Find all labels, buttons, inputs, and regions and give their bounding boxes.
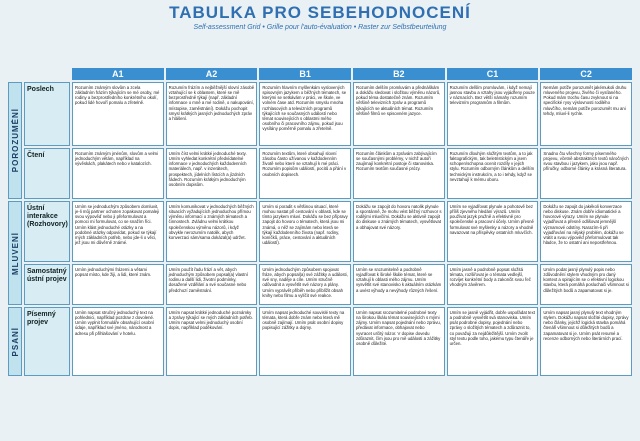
descriptor-cell: Rozumím delším promluvám a přednáškám a dokážu sledovat i složitou výměnu názorů, pokud téma dostatečně znám. Rozumím většině televizních zpráv a programů týkajících se aktuálních témat. Rozumím většině filmů ve spisovném jazyce. xyxy=(353,82,445,146)
assessment-grid xyxy=(8,68,632,438)
grid-corner xyxy=(8,68,70,80)
descriptor-cell: Umím napsat srozumitelné podrobné texty na širokou škálu témat souvisejících s mými zájmy. Umím napsat pojednání nebo zprávu, předávat informace, obhajovat nebo vyvracet určitý názor. V dopise dovedu zdůraznit, čím jsou pro mě události a zážitky osobně důležité. xyxy=(353,307,445,376)
descriptor-cell: Snadno čtu všechny formy písemného projevu, včetně abstraktních textů náročných svou stavbou i jazykem, jako jsou např. příručky, odborné články a krásná literatura. xyxy=(540,148,632,199)
header xyxy=(0,0,640,66)
descriptor-cell: Umím napsat jasný plynulý text vhodným stylem. Dokážu napsat složité dopisy, zprávy nebo články, jejichž logická stavba pomáhá čtenáři všimnout si důležitých bodů a zapamatovat si je. Umím psát resumé a recenze odborných nebo literárních prací. xyxy=(540,307,632,376)
descriptor-cell: Umím se vyjadřovat plynule a pohotově bez příliš zjevného hledání výrazů. Umím používat jazyk pružně a efektivně pro společenské a pracovní účely. Umím přesně formulovat své myšlenky a názory a vhodně navazovat na příspěvky ostatních mluvčích. xyxy=(447,201,539,262)
descriptor-cell: Rozumím známým jménům, slovům a velmi jednoduchým větám, například na vývěskách, plakátech nebo v katalozích. xyxy=(72,148,164,199)
level-header: C2 xyxy=(540,68,632,80)
descriptor-cell: Rozumím delším promluvám, i když nemají jasnou stavbu a vztahy jsou vyjádřeny pouze v náznacích. Bez větší námahy rozumím televizním programům a filmům. xyxy=(447,82,539,146)
category-speaking-label: MLUVENÍ xyxy=(10,231,20,275)
descriptor-cell: Umím komunikovat v jednoduchých běžných situacích vyžadujících jednoduchou přímou výměnu informací o známých tématech a činnostech. Zvládnu velmi krátkou společenskou výměnu názorů, i když obvykle nerozumím natolik, abych konverzaci sám/sama dokázal(a) udržet. xyxy=(166,201,258,262)
descriptor-cell: Umím se srozumitelně a podrobně vyjadřovat k široké škále témat, které se vztahují k oblasti mého zájmu. Umím vysvětlit své stanovisko k aktuálním otázkám a uvést výhody a nevýhody různých řešení. xyxy=(353,264,445,305)
descriptor-cell: Dokážu se zapojit do jakékoli konverzace nebo diskuse. Znám dobře idiomatické a hovorové výrazy. Umím se plynule vyjadřovat a přesně odlišovat jemnější významové odstíny. Narazím-li při vyjadřování na nějaký problém, dokážu se vrátit a svou výpověď přeformulovat tak hladce, že to ostatní ani nepostřehnou. xyxy=(540,201,632,262)
page-subtitle: Self-assessment Grid • Grille pour l'auto-évaluation • Raster zur Selbstbeurteilung xyxy=(193,24,447,31)
level-header: C1 xyxy=(447,68,539,80)
descriptor-cell: Umím se jednoduchým způsobem domluvit, je-li můj partner ochoten zopakovat pomaleji svou výpověď nebo ji přeformulovat a pomoci mi formulovat, co se snažím říci. Umím klást jednoduché otázky a na podobné otázky odpovídat, pokud se týkají mých základních potřeb, nebo jde-li o věci, jež jsou mi důvěrně známé. xyxy=(72,201,164,262)
category-understanding-label: POROZUMĚNÍ xyxy=(10,108,20,173)
descriptor-cell: Rozumím známým slovům a zcela základním frázím týkajícím se mé osoby, mé rodiny a bezprostředního konkrétního okolí, pokud lidé hovoří pomalu a zřetelně. xyxy=(72,82,164,146)
level-header: A2 xyxy=(166,68,258,80)
row-label-reading: Čtení xyxy=(24,148,70,199)
row-label-writing: Písemný projev xyxy=(24,307,70,376)
row-label-listening: Poslech xyxy=(24,82,70,146)
page-title: TABULKA PRO SEBEHODNOCENÍ xyxy=(169,3,471,22)
descriptor-cell: Rozumím článkům a zprávám zabývajícím se současnými problémy, v nichž autoři zaujímají konkrétní postoje či stanoviska. Rozumím textům současné prózy. xyxy=(353,148,445,199)
descriptor-cell: Rozumím hlavním myšlenkám vyslovených spisovným jazykem o běžných tématech, se kterými se setkávám v práci, ve škole, ve volném čase atd. Rozumím smyslu mnoha rozhlasových a televizních programů týkajících se současných událostí nebo témat souvisejících s oblastmi mého osobního či pracovního zájmu, pokud jsou vysílány poměrně pomalu a zřetelně. xyxy=(259,82,351,146)
descriptor-cell: Umím jednoduchým způsobem spojovat fráze, abych popsal(a) své zážitky a události, své sny, naděje a cíle. Umím stručně odůvodnit a vysvětlit své názory a plány. Umím vyprávět příběh nebo přiblížit obsah knihy nebo filmu a vylíčit své reakce. xyxy=(259,264,351,305)
level-header: A1 xyxy=(72,68,164,80)
row-label-production: Samostatný ústní projev xyxy=(24,264,70,305)
descriptor-cell: Umím podat jasný plynulý popis nebo zdůvodnění stylem vhodným pro daný kontext a spirajícím se o efektivní logickou stavbu, která pomáhá posluchači všimnout si důležitých bodů a zapamatovat si je. xyxy=(540,264,632,305)
category-writing-label: PSANÍ xyxy=(10,326,20,357)
descriptor-cell: Rozumím frázím a nejběžnější slovní zásobě vztahující se k oblastem, které se mě bezprostředně týkají (např. základní informace o mně a mé rodině, o nakupování, místopise, zaměstnání). Dokážu pochopit smysl krátkých jasných jednoduchých zpráv a hlášení. xyxy=(166,82,258,146)
descriptor-cell: Umím jasně a podrobně popsat složitá témata, rozšiřovat je o témata vedlejší, rozvíjet konkrétní body a zakončit svou řeč vhodným závěrem. xyxy=(447,264,539,305)
descriptor-cell: Umím napsat stručný jednoduchý text na pohlednici, například pozdrav z dovolené. Umím vyplnit formuláře obsahující osobní údaje, například své jméno, národnost a adresu při přihlašování v hotelu. xyxy=(72,307,164,376)
category-speaking xyxy=(8,201,22,305)
row-label-interaction: Ústní interakce (Rozhovory) xyxy=(24,201,70,262)
level-header: B2 xyxy=(353,68,445,80)
category-understanding xyxy=(8,82,22,199)
category-writing xyxy=(8,307,22,376)
descriptor-cell: Umím číst velmi krátké jednoduché texty. Umím vyhledat konkrétní předvídatelné informace v jednoduchých každodenních materiálech, např. v inzerátech, prospektech, jídelních lístcích a jízdních řádech. Rozumím krátkým jednoduchým osobním dopisům. xyxy=(166,148,258,199)
descriptor-cell: Nemám potíže porozumět jakémukoli druhu mluveného projevu, živého či vysílaného. Pokud mám trochu času zvyknout si na specifické rysy výslovnosti rodilého mluvčího, nemám potíže porozumět mu ani tehdy, mluví-li rychle. xyxy=(540,82,632,146)
level-header: B1 xyxy=(259,68,351,80)
descriptor-cell: Rozumím textům, které obsahují slovní zásobu často užívanou v každodenním životě nebo které se vztahují k mé práci. Rozumím popisům událostí, pocitů a přání v osobních dopisech. xyxy=(259,148,351,199)
descriptor-cell: Umím napsat jednoduché souvislé texty na témata, která dobře znám nebo která mě osobně zajímají. Umím psát osobní dopisy popisující zážitky a dojmy. xyxy=(259,307,351,376)
descriptor-cell: Umím napsat krátké jednoduché poznámky a zprávy týkající se mých základních potřeb. Umím napsat velmi jednoduchý osobní dopis, například poděkování. xyxy=(166,307,258,376)
descriptor-cell: Rozumím dlouhým složitým textům, a to jak faktografickým, tak beletristickým a jsem schopen/schopna ocenit rozdíly v jejich stylu. Rozumím odborným článkům a delším technickým instrukcím, a to i tehdy, když se nevztahují k mému oboru. xyxy=(447,148,539,199)
descriptor-cell: Umím jednoduchými frázemi a větami popsat místo, kde žiji, a lidi, které znám. xyxy=(72,264,164,305)
descriptor-cell: Umím se jasně vyjádřit, dobře uspořádat text a podrobně vysvětlit svá stanoviska. Umím psát podrobné dopisy, pojednání nebo zprávy o složitých tématech a zdůraznit to, co považuji za nejdůležitější. Umím zvolit styl textu podle toho, jakému typu čtenáře je určen. xyxy=(447,307,539,376)
descriptor-cell: Umím si poradit s většinou situací, které mohou nastat při cestování v oblasti, kde se tímto jazykem mluví. Dokážu se bez přípravy zapojit do hovoru o tématech, která jsou mi známá, o něž se zajímám nebo která se týkají každodenního života (např. rodiny, koníčků, práce, cestování a aktuálních událostí). xyxy=(259,201,351,262)
descriptor-cell: Umím použít řadu frází a vět, abych jednoduchým způsobem popsal(a) vlastní rodinu a další lidi, životní podmínky, dosažené vzdělání a své současné nebo předchozí zaměstnání. xyxy=(166,264,258,305)
descriptor-cell: Dokážu se zapojit do hovoru natolik plynule a spontánně, že mohu vést běžný rozhovor s rodilými mluvčími. Dokážu se aktivně zapojit do diskuse o známých tématech, vysvětlovat a obhajovat své názory. xyxy=(353,201,445,262)
